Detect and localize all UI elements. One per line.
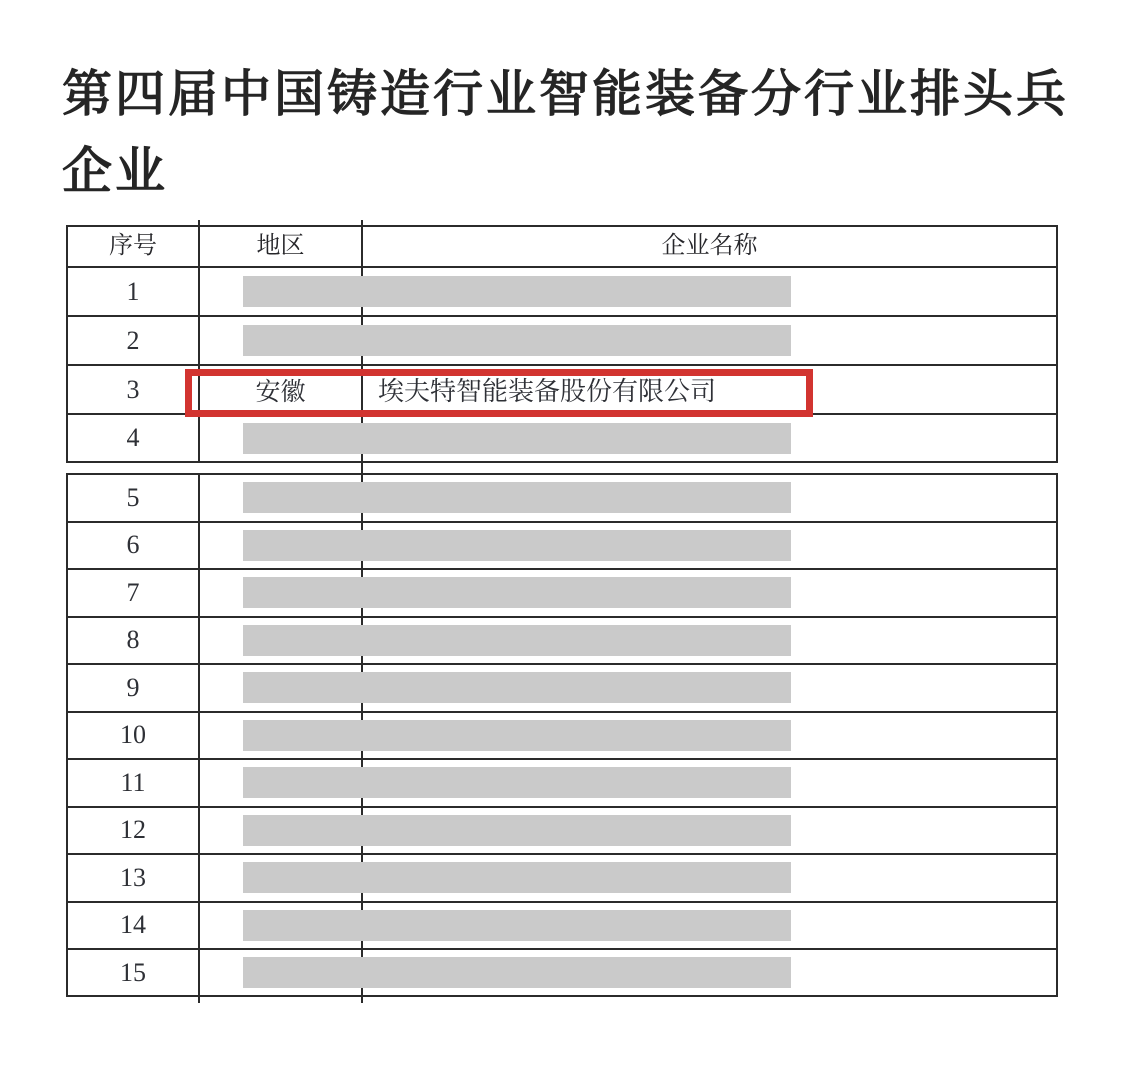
table-row (68, 808, 1056, 856)
row-index-value: 2 (126, 325, 140, 355)
table-body-2 (68, 475, 1056, 995)
divider-tick (361, 996, 363, 1003)
table-row (68, 475, 1056, 523)
highlight-box (185, 369, 813, 417)
redaction-bar (243, 957, 791, 988)
row-company-name: 埃夫特智能装备股份有限公司 (378, 377, 717, 406)
row-index-value: 11 (120, 767, 146, 797)
table-row (68, 618, 1056, 666)
row-region-value: 安徽 (255, 378, 306, 406)
redaction-bar (243, 815, 791, 846)
row-index-value: 6 (126, 530, 140, 560)
redaction-bar (243, 325, 791, 356)
row-index-value: 8 (126, 625, 140, 655)
row-index-value: 12 (120, 815, 146, 845)
page-title (62, 56, 1082, 210)
row-index-value: 14 (120, 910, 146, 940)
row-index-value: 3 (126, 374, 140, 404)
page-title-line-2: 企业 (62, 143, 168, 199)
redaction-bar (243, 672, 791, 703)
divider-tick (198, 220, 200, 226)
leaders-table-section-1 (66, 225, 1058, 463)
divider-tick (361, 220, 363, 226)
redaction-bar (243, 577, 791, 608)
table-row (68, 317, 1056, 366)
table-row (68, 268, 1056, 317)
table-body-1 (68, 268, 1056, 461)
redaction-bar (243, 276, 791, 307)
redaction-bar (243, 625, 791, 656)
table-row (68, 855, 1056, 903)
redaction-bar (243, 910, 791, 941)
table-row (68, 570, 1056, 618)
row-index-value: 7 (126, 577, 140, 607)
table-row (68, 903, 1056, 951)
table-row (68, 665, 1056, 713)
redaction-bar (243, 530, 791, 561)
divider-tick (361, 461, 363, 474)
row-index-value: 1 (126, 276, 140, 306)
redaction-bar (243, 482, 791, 513)
row-index-value: 15 (120, 957, 146, 987)
table-row (68, 760, 1056, 808)
divider-tick (198, 996, 200, 1003)
table-row (68, 950, 1056, 995)
column-header-company: 企业名称 (661, 233, 758, 259)
redaction-bar (243, 720, 791, 751)
row-index-value: 5 (126, 482, 140, 512)
table-header-row (68, 227, 1056, 268)
table-row (68, 523, 1056, 571)
table-row (68, 713, 1056, 761)
page-title-line-1: 第四届中国铸造行业智能装备分行业排头兵 (62, 66, 1069, 122)
row-index-value: 13 (120, 862, 146, 892)
leaders-table-section-2 (66, 473, 1058, 997)
row-index-value: 10 (120, 720, 146, 750)
redaction-bar (243, 423, 791, 454)
row-index-value: 4 (126, 423, 140, 452)
table-row (68, 415, 1056, 461)
row-index-value: 9 (126, 672, 140, 702)
redaction-bar (243, 767, 791, 798)
redaction-bar (243, 862, 791, 893)
column-header-region: 地区 (256, 233, 305, 259)
column-header-index: 序号 (109, 233, 157, 259)
